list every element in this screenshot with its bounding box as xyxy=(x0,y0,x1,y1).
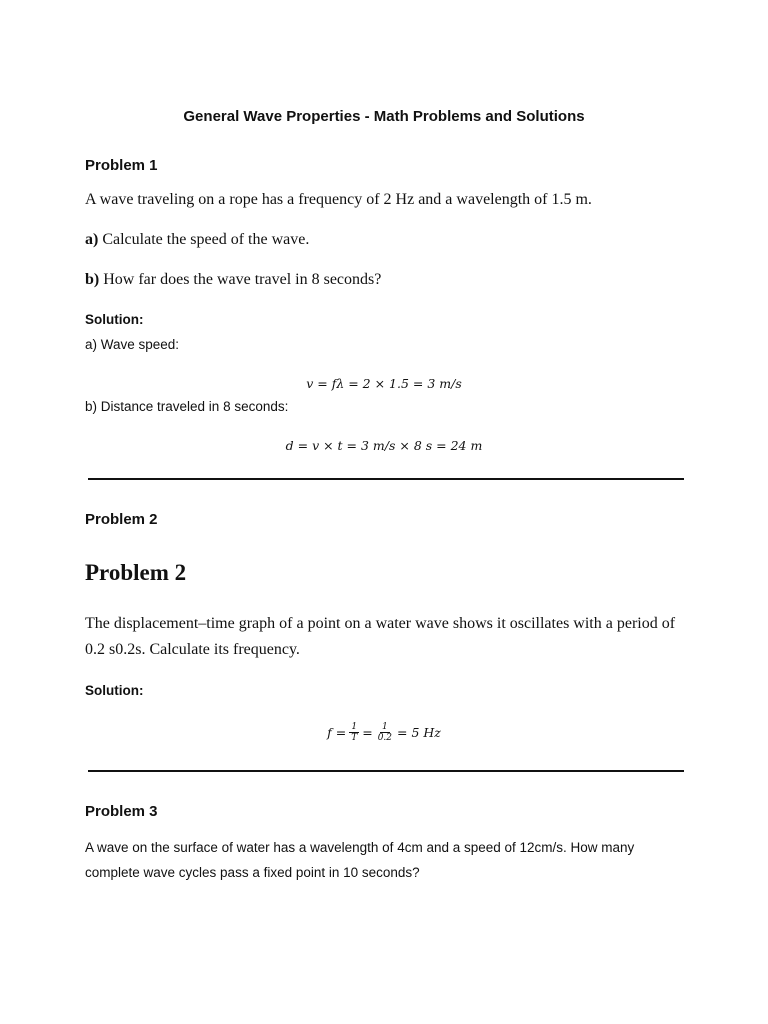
problem-2-statement: The displacement–time graph of a point on a water wave shows it oscillates with a period of 0.2 s0.2s. Calculate its frequency. xyxy=(85,615,676,658)
fraction-1-over-t xyxy=(349,722,359,743)
section-divider xyxy=(88,770,684,772)
frac-denominator: T xyxy=(351,733,358,743)
frequency-equation xyxy=(0,722,768,743)
problem-2-heading: Problem 2 xyxy=(85,511,158,528)
freq-eq-equals: = xyxy=(362,725,373,740)
page-title: General Wave Properties - Math Problems and Solutions xyxy=(183,108,585,125)
part-b-label: b) xyxy=(85,271,100,288)
problem-2-big-heading: Problem 2 xyxy=(85,560,187,585)
problem-2-solution-label: Solution: xyxy=(85,683,144,698)
wave-speed-equation: v = fλ = 2 × 1.5 = 3 m/s xyxy=(306,376,462,391)
part-a-text: Calculate the speed of the wave. xyxy=(102,231,310,248)
distance-equation: d = v × t = 3 m/s × 8 s = 24 m xyxy=(285,438,483,453)
problem-1-statement: A wave traveling on a rope has a frequency of 2 Hz and a wavelength of 1.5 m. xyxy=(85,191,592,208)
problem-3-heading: Problem 3 xyxy=(85,803,158,820)
solution-a-text: a) Wave speed: xyxy=(85,337,180,352)
problem-1-heading: Problem 1 xyxy=(85,157,158,174)
freq-eq-lhs: f = xyxy=(327,725,347,740)
frac-denominator: 0.2 xyxy=(377,733,393,743)
part-b-text: How far does the wave travel in 8 seconds? xyxy=(103,271,382,288)
solution-b-text: b) Distance traveled in 8 seconds: xyxy=(85,399,289,414)
section-divider xyxy=(88,478,684,480)
fraction-1-over-period xyxy=(376,722,394,743)
problem-1-part-a xyxy=(85,231,309,249)
problem-1-solution-label: Solution: xyxy=(85,312,144,327)
problem-1-part-b xyxy=(85,271,381,289)
part-a-label: a) xyxy=(85,231,99,248)
frac-numerator: 1 xyxy=(351,722,358,732)
problem-3-statement: A wave on the surface of water has a wavelength of 4cm and a speed of 12cm/s. How many complete wave cycles pass a fixed point in 10 seconds? xyxy=(85,840,635,880)
freq-eq-rhs: = 5 Hz xyxy=(397,725,441,740)
frac-numerator: 1 xyxy=(381,722,388,732)
